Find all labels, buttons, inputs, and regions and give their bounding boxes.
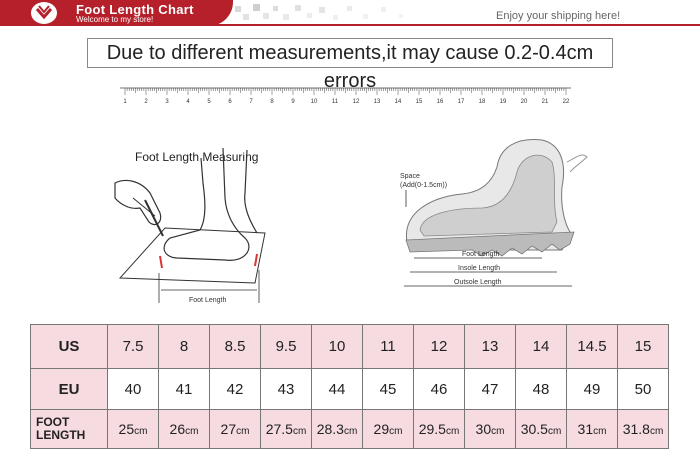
foot-length-label: Foot Length: [462, 251, 500, 258]
foot-length-cell: 31.8cm: [618, 410, 669, 449]
space-label: Space: [400, 173, 420, 180]
us-size-cell: 10: [312, 325, 363, 369]
row-label-us: US: [31, 325, 108, 369]
ruler-label: 22: [562, 99, 570, 105]
ruler-label: 19: [499, 99, 507, 105]
header-title: Foot Length Chart: [76, 2, 194, 17]
header-tagline: Enjoy your shipping here!: [496, 10, 621, 22]
eu-size-cell: 47: [465, 369, 516, 410]
eu-size-cell: 46: [414, 369, 465, 410]
decorative-squares: [233, 2, 433, 24]
ruler-labels: [123, 99, 570, 105]
us-size-cell: 9.5: [261, 325, 312, 369]
shoe-length-illustration: [392, 132, 592, 292]
ruler-label: 2: [144, 99, 148, 105]
foot-measuring-title: Foot Length Measuring: [135, 150, 259, 164]
us-size-cell: 14.5: [567, 325, 618, 369]
ruler-label: 4: [186, 99, 190, 105]
ruler-label: 16: [436, 99, 444, 105]
ruler-label: 9: [291, 99, 295, 105]
foot-length-cell: 28.3cm: [312, 410, 363, 449]
space-sub-label: (Add(0-1.5cm)): [400, 182, 448, 189]
foot-length-cell: 30cm: [465, 410, 516, 449]
eu-size-cell: 43: [261, 369, 312, 410]
eu-size-cell: 40: [108, 369, 159, 410]
ruler-label: 3: [165, 99, 169, 105]
us-size-cell: 13: [465, 325, 516, 369]
us-size-cell: 11: [363, 325, 414, 369]
ruler-label: 1: [123, 99, 127, 105]
ruler-label: 11: [331, 99, 339, 105]
eu-size-cell: 42: [210, 369, 261, 410]
ruler-label: 10: [310, 99, 318, 105]
us-size-cell: 8: [159, 325, 210, 369]
header-bar: [0, 0, 700, 26]
size-chart-table: [30, 324, 669, 449]
foot-length-caption: Foot Length: [189, 297, 227, 304]
header-subtitle: Welcome to my store!: [76, 15, 154, 24]
ruler-label: 5: [207, 99, 211, 105]
foot-length-cell: 29.5cm: [414, 410, 465, 449]
ruler-label: 20: [520, 99, 528, 105]
ruler-ticks: [120, 88, 571, 95]
ruler-label: 12: [352, 99, 360, 105]
eu-size-cell: 44: [312, 369, 363, 410]
eu-size-cell: 49: [567, 369, 618, 410]
ruler-label: 8: [270, 99, 274, 105]
row-label-foot-length: FOOT LENGTH: [31, 410, 108, 449]
ruler-label: 13: [373, 99, 381, 105]
foot-length-cell: 27.5cm: [261, 410, 312, 449]
us-size-cell: 12: [414, 325, 465, 369]
header-brand-area: [0, 0, 233, 26]
table-row-us: [31, 325, 669, 369]
ruler: [118, 80, 582, 108]
ruler-label: 17: [457, 99, 465, 105]
foot-length-cell: 25cm: [108, 410, 159, 449]
us-size-cell: 14: [516, 325, 567, 369]
insole-length-label: Insole Length: [458, 265, 501, 272]
eu-size-cell: 45: [363, 369, 414, 410]
ruler-label: 18: [478, 99, 486, 105]
ruler-label: 15: [415, 99, 423, 105]
ruler-label: 7: [249, 99, 253, 105]
table-row-foot-length: [31, 410, 669, 449]
eu-size-cell: 50: [618, 369, 669, 410]
ruler-label: 6: [228, 99, 232, 105]
eu-size-cell: 41: [159, 369, 210, 410]
foot-length-cell: 29cm: [363, 410, 414, 449]
outsole-length-label: Outsole Length: [454, 279, 502, 286]
foot-length-cell: 30.5cm: [516, 410, 567, 449]
row-label-eu: EU: [31, 369, 108, 410]
us-size-cell: 15: [618, 325, 669, 369]
us-size-cell: 7.5: [108, 325, 159, 369]
us-size-cell: 8.5: [210, 325, 261, 369]
measurement-notice: Due to different measurements,it may cause 0.2-0.4cm errors: [87, 38, 613, 68]
store-logo-icon: [30, 1, 58, 25]
eu-size-cell: 48: [516, 369, 567, 410]
foot-length-cell: 27cm: [210, 410, 261, 449]
table-row-eu: [31, 369, 669, 410]
foot-length-cell: 31cm: [567, 410, 618, 449]
ruler-label: 14: [394, 99, 402, 105]
header-divider: [0, 24, 700, 26]
ruler-label: 21: [541, 99, 549, 105]
foot-measuring-illustration: [105, 138, 285, 308]
foot-length-cell: 26cm: [159, 410, 210, 449]
